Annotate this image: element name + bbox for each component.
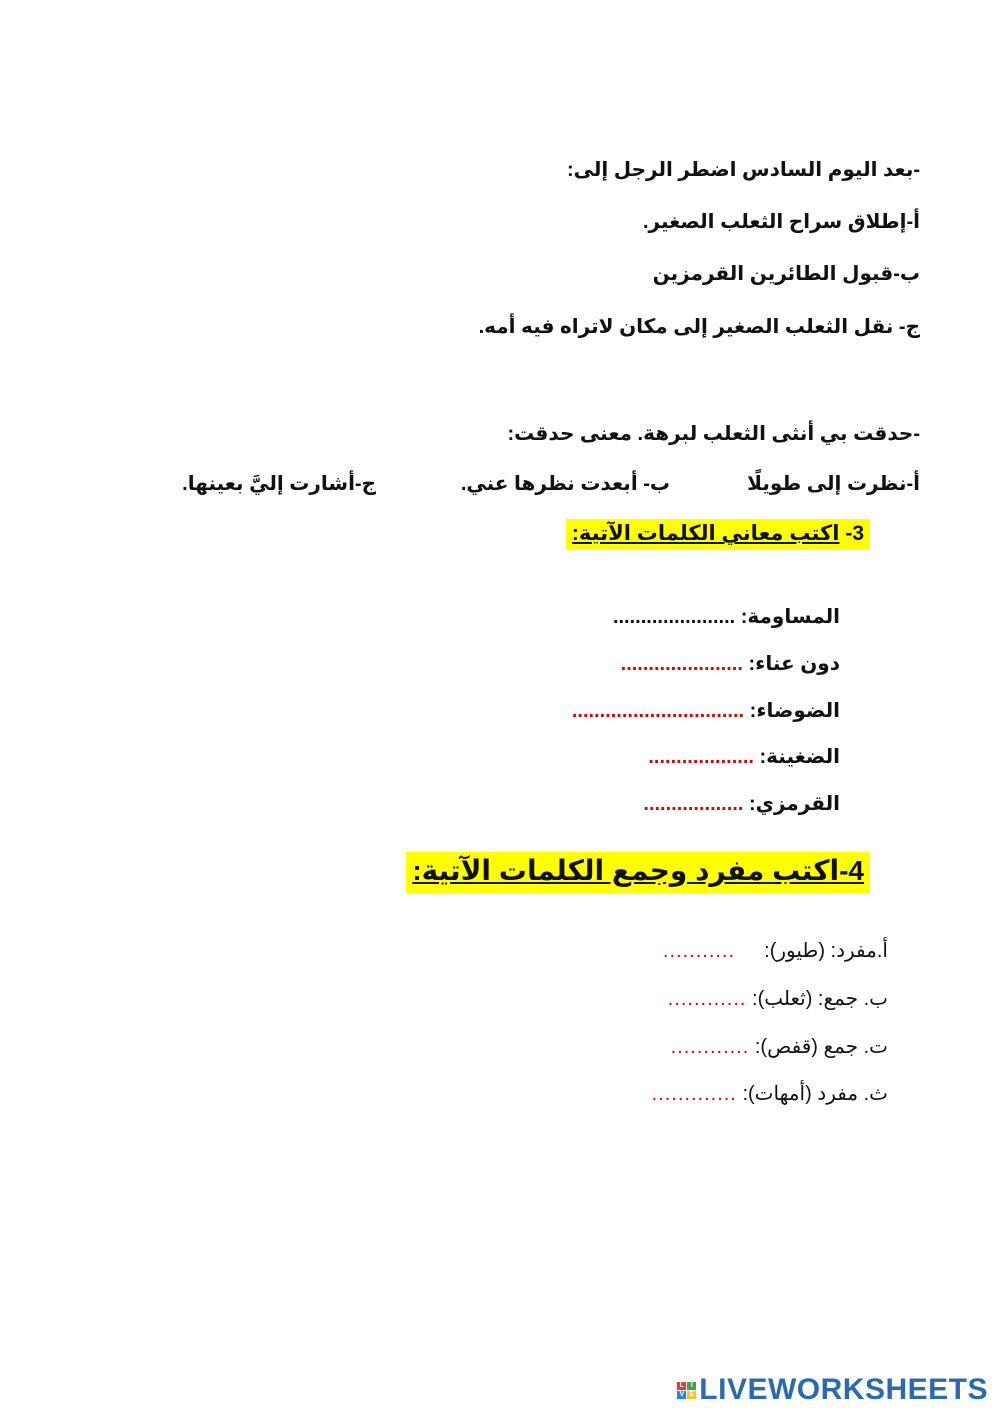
vocab-word: القرمزي: (748, 793, 840, 815)
answer-blank[interactable]: ...................... (620, 653, 743, 675)
hadaqat-option-a: أ-نظرت إلى طويلًا (747, 473, 920, 495)
vocab-item (643, 791, 840, 816)
liveworksheets-text: LIVEWORKSHEETS (699, 1373, 988, 1406)
liveworksheets-logo (677, 1374, 988, 1406)
hadaqat-option-b: ب- أبعدت نظرها عني. (460, 473, 670, 495)
logo-icon-letter: V (677, 1391, 686, 1399)
vocab-item (613, 604, 840, 629)
logo-icon-letter: I (687, 1382, 696, 1390)
answer-blank[interactable]: ............. (651, 1083, 737, 1105)
singular-plural-item (663, 938, 888, 963)
answer-blank[interactable]: .................. (643, 793, 744, 815)
vocab-word: الضغينة: (759, 746, 840, 768)
section3-title: اكتب معاني الكلمات الآتية: (571, 522, 840, 545)
section4-heading: 4-اكتب مفرد وجمع الكلمات الآتية: (406, 852, 870, 893)
singular-plural-item (671, 1034, 888, 1059)
answer-blank[interactable]: ............ (667, 988, 747, 1010)
answer-blank[interactable]: ............ (670, 1036, 750, 1058)
sp-label: ب. جمع: (ثعلب): (752, 988, 888, 1010)
vocab-item (648, 744, 840, 769)
logo-icon-letter: E (687, 1391, 696, 1399)
logo-icon-letter: L (677, 1382, 686, 1390)
sp-label: ث. مفرد (أمهات): (742, 1083, 888, 1105)
question-hadaqat: -حدقت بي أنثى الثعلب لبرهة. معنى حدقت: (507, 423, 920, 445)
answer-blank[interactable]: ............................... (571, 700, 745, 722)
option-a-release-fox: أ-إطلاق سراح الثعلب الصغير. (642, 211, 920, 233)
singular-plural-item (668, 986, 888, 1011)
vocab-item (621, 651, 840, 676)
vocab-word: دون عناء: (748, 653, 840, 675)
option-b-accept-birds: ب-قبول الطائرين القرمزين (652, 263, 920, 285)
answer-blank[interactable]: ................... (648, 746, 754, 768)
singular-plural-item (652, 1081, 888, 1106)
answer-blank[interactable]: ........... (662, 940, 736, 962)
vocab-item (572, 698, 840, 723)
answer-blank[interactable]: ...................... (612, 606, 736, 628)
sp-label: ت. جمع (قفص): (754, 1036, 888, 1058)
question-after-sixth-day: -بعد اليوم السادس اضطر الرجل إلى: (566, 159, 920, 181)
vocab-word: المساومة: (740, 606, 840, 628)
section3-number: 3- (845, 522, 864, 545)
liveworksheets-icon (677, 1382, 696, 1399)
hadaqat-option-c: ج-أشارت إليَّ بعينها. (182, 473, 376, 495)
option-c-move-fox: ج- نقل الثعلب الصغير إلى مكان لاتراه فيه أمه. (478, 316, 920, 338)
section3-heading (566, 519, 870, 550)
sp-label: أ.مفرد: (طيور): (764, 940, 888, 962)
vocab-word: الضوضاء: (749, 700, 840, 722)
